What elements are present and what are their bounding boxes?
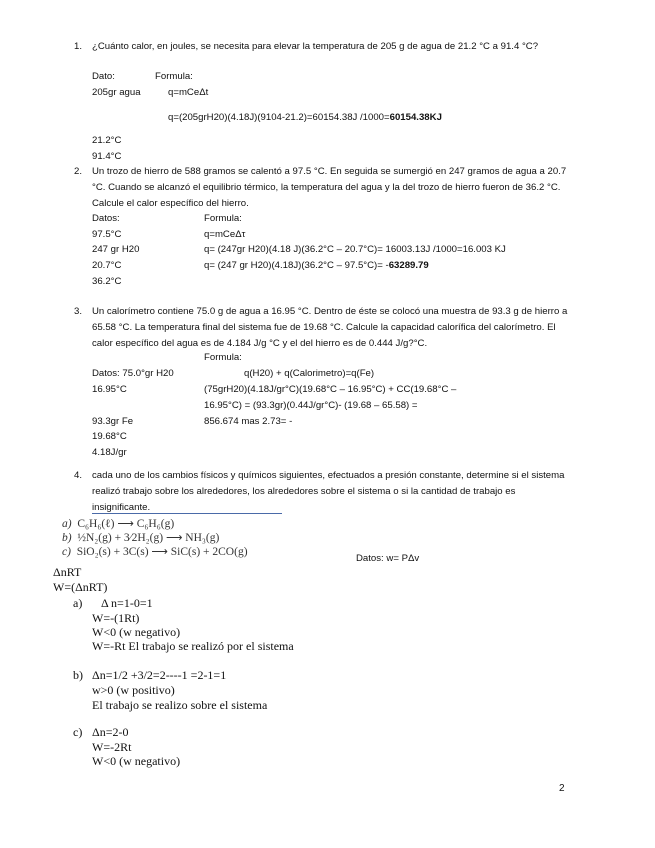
- part-c-line-3: W<0 (w negativo): [92, 754, 181, 768]
- work-line-1: ΔnRT: [53, 565, 82, 579]
- q1-dato-temp-final: 91.4°C: [92, 151, 122, 162]
- q2-number: 2.: [74, 166, 83, 177]
- q1-dato-mass: 205gr agua: [92, 87, 141, 98]
- reaction-a-equation: C₆H₆(ℓ) ⟶ C₆H₆(g): [77, 518, 175, 530]
- q3-number: 3.: [74, 306, 83, 317]
- part-a-line-4: W=-Rt El trabajo se realizó por el sistema: [92, 639, 294, 653]
- q2-formula-3-result: 63289.79: [388, 260, 429, 271]
- q3-dato-3: 93.3gr Fe: [92, 416, 134, 427]
- part-a-label: a): [73, 596, 83, 610]
- part-b-line-1: Δn=1/2 +3/2=2----1 =2-1=1: [92, 668, 227, 682]
- q2-formula-3: [204, 258, 429, 274]
- q3-dato-5: 4.18J/gr: [92, 447, 127, 458]
- q1-dato-temp-initial: 21.2°C: [92, 135, 122, 146]
- part-c-line-1: Δn=2-0: [92, 725, 129, 739]
- q1-dato-label: Dato:: [92, 71, 115, 82]
- reaction-c: [62, 544, 248, 558]
- q2-text: Un trozo de hierro de 588 gramos se calentó a 97.5 °C. En seguida se sumergió en 247 gramos de agua a 20.7 °C. Cuando se alcanzó el equilibrio térmico, la temperatura del agua y la del trozo de hierro fueron de 36.2 °C. Calcule el calor específico del hierro.: [92, 166, 567, 209]
- part-c-line-2: W=-2Rt: [92, 740, 132, 754]
- part-b-line-3: El trabajo se realizo sobre el sistema: [92, 698, 268, 712]
- q3-formula-2a: (75grH20)(4.18J/gr°C)(19.68°C – 16.95°C) + CC(19.68°C –: [204, 384, 457, 395]
- q4-number: 4.: [74, 470, 83, 481]
- reaction-b-equation: ½N₂(g) + 3⁄2H₂(g) ⟶ NH₃(g): [77, 532, 220, 544]
- reaction-b: [62, 530, 219, 544]
- part-a-line-2: W=-(1Rt): [92, 611, 140, 625]
- q4-datos: Datos: w= PΔv: [356, 553, 420, 564]
- part-b-label: b): [73, 668, 83, 682]
- q1-number: 1.: [74, 41, 83, 52]
- q3-formula-1: q(H20) + q(Calorimetro)=q(Fe): [244, 368, 375, 379]
- q2-dato-1: 97.5°C: [92, 229, 122, 240]
- divider-line: [92, 513, 282, 514]
- part-a-line-3: W<0 (w negativo): [92, 625, 181, 639]
- q3-dato-2: 16.95°C: [92, 384, 127, 395]
- q2-dato-2: 247 gr H20: [92, 244, 140, 255]
- q3-formula-3: 856.674 mas 2.73= -: [204, 416, 293, 427]
- q2-formula-label: Formula:: [204, 213, 242, 224]
- q2-datos-label: Datos:: [92, 213, 120, 224]
- q1-calc-result: 60154.38KJ: [389, 112, 442, 123]
- reaction-a-label: a): [62, 518, 72, 530]
- q2-dato-4: 36.2°C: [92, 276, 122, 287]
- q3-formula-2b: 16.95°C) = (93.3gr)(0.44J/gr°C)- (19.68 – 65.58) =: [204, 400, 418, 411]
- reaction-a: [62, 516, 174, 530]
- q1-calculation: [168, 110, 442, 126]
- q1-formula: q=mCeΔt: [168, 87, 209, 98]
- reaction-b-label: b): [62, 532, 72, 544]
- q2-formula-2: q= (247gr H20)(4.18 J)(36.2°C – 20.7°C)= 16003.13J /1000=16.003 KJ: [204, 244, 506, 255]
- q3-dato-1: Datos: 75.0°gr H20: [92, 368, 174, 379]
- q3-formula-label: Formula:: [204, 352, 242, 363]
- page-number: 2: [559, 783, 565, 794]
- q3-text: Un calorímetro contiene 75.0 g de agua a 16.95 °C. Dentro de éste se colocó una muestra de 93.3 g de hierro a 65.58 °C. La temperatura final del sistema fue de 19.68 °C. Calcule la capacidad calorífica del calorímetro. El calor específico del agua es de 4.184 J/g °C y el del hierro es de 0.444 J/g?°C.: [92, 306, 568, 349]
- q3-dato-4: 19.68°C: [92, 431, 127, 442]
- reaction-c-equation: SiO₂(s) + 3C(s) ⟶ SiC(s) + 2CO(g): [76, 546, 248, 558]
- q2-formula-1: q=mCeΔτ: [204, 229, 246, 240]
- work-line-2: W=(ΔnRT): [53, 580, 108, 594]
- q2-dato-3: 20.7°C: [92, 260, 122, 271]
- q2-formula-3-prefix: q= (247 gr H20)(4.18J)(36.2°C – 97.5°C)= -: [204, 260, 389, 271]
- q4-text: cada uno de los cambios físicos y químicos siguientes, efectuados a presión constante, determine si el sistema realizó trabajo sobre los alrededores, los alrededores sobre el sistema o si la cantidad de trabajo es insignificante.: [92, 470, 565, 513]
- reaction-c-label: c): [62, 546, 71, 558]
- q1-formula-label: Formula:: [155, 71, 193, 82]
- part-b-line-2: w>0 (w positivo): [92, 683, 175, 697]
- q1-calc-prefix: q=(205grH20)(4.18J)(9104-21.2)=60154.38J /1000=: [168, 112, 390, 123]
- q1-text: ¿Cuánto calor, en joules, se necesita para elevar la temperatura de 205 g de agua de 21.2 °C a 91.4 °C?: [92, 41, 539, 52]
- part-c-label: c): [73, 725, 83, 739]
- part-a-line-1: Δ n=1-0=1: [101, 596, 153, 610]
